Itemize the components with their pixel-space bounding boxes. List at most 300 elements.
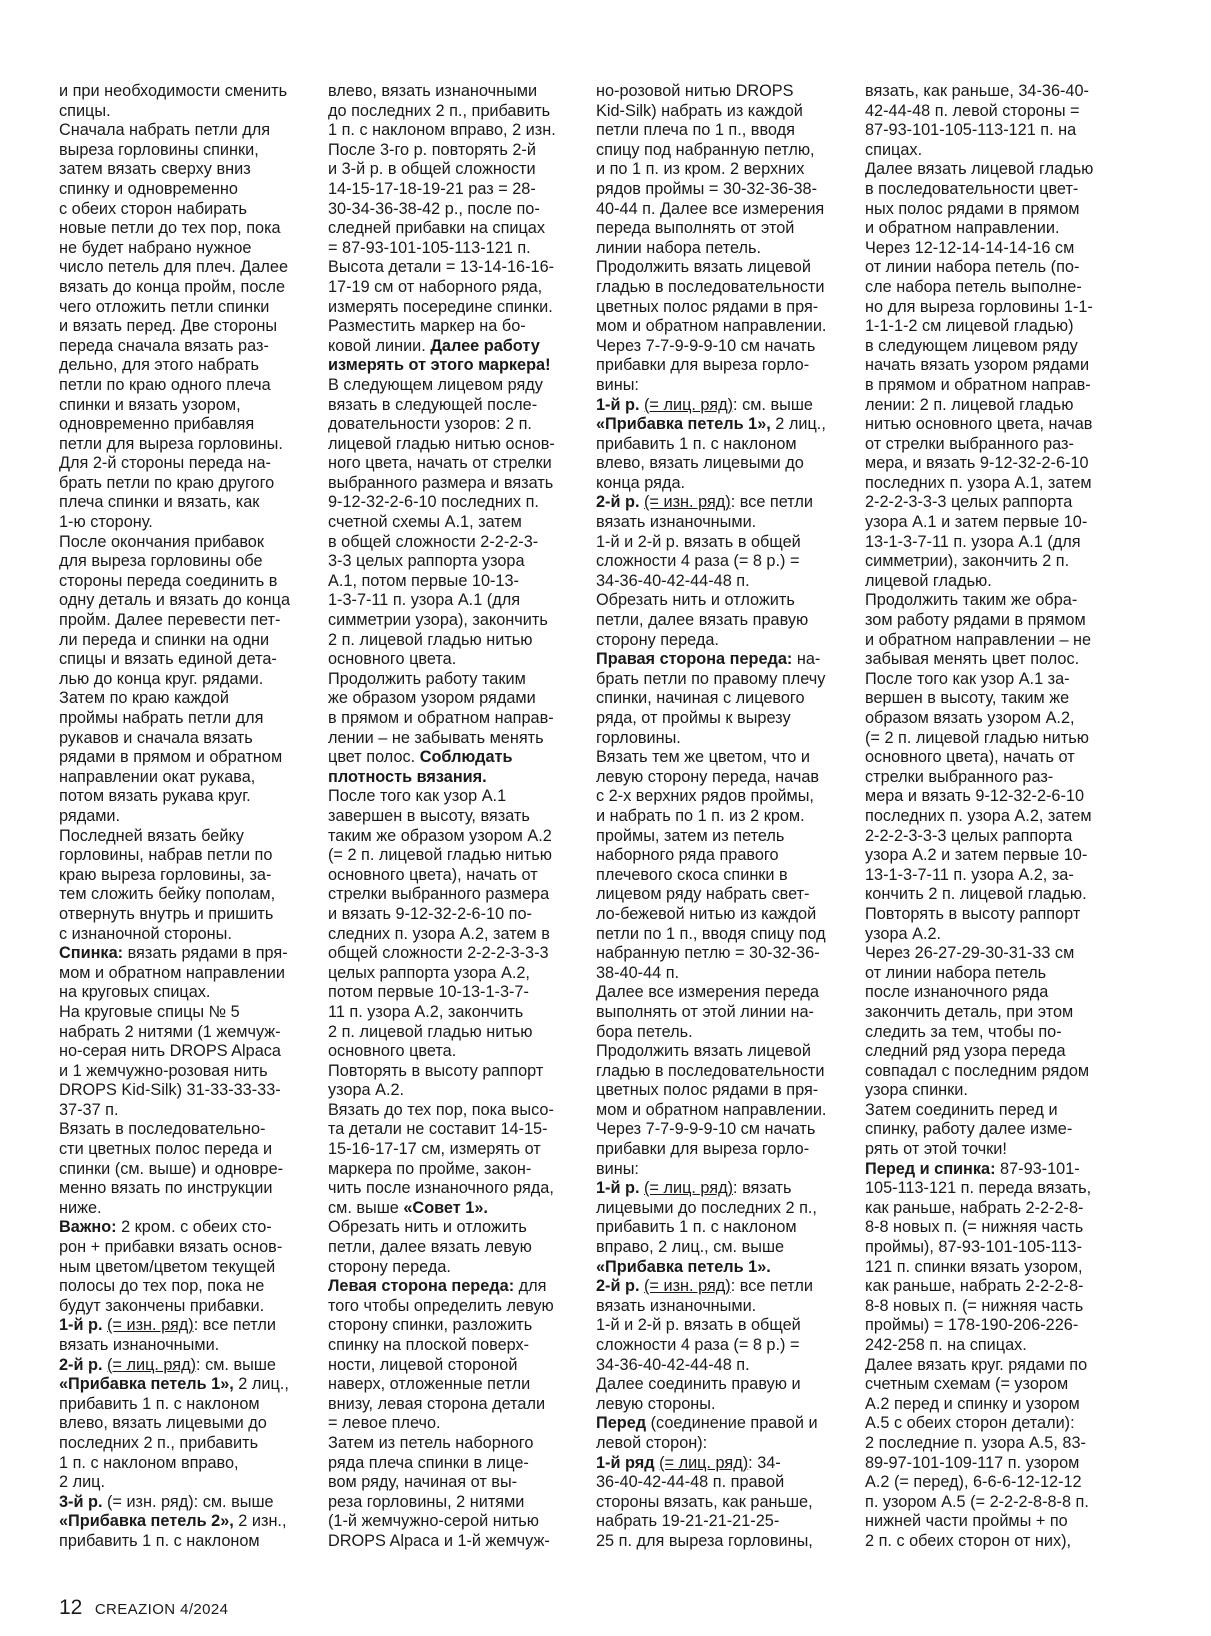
text-line: внизу, левая сторона детали [328, 1394, 546, 1413]
text-line: 2-й р. (= изн. ряд): все петли [596, 1277, 813, 1296]
bold-run: 1-й р. [59, 1316, 103, 1335]
text-line: Через 12-12-14-14-14-16 см [865, 238, 1075, 257]
text-line: 13-1-3-7-11 п. узора А.2, за- [865, 865, 1074, 884]
text-line: следней прибавки на спицах [328, 219, 546, 238]
page-footer [59, 1596, 228, 1620]
text-line: спинки (см. выше) и одновре- [59, 1159, 284, 1178]
text-line: петли по краю одного плеча [59, 375, 271, 394]
text-line: и 1 жемчужно-розовая нить [59, 1061, 268, 1080]
text-line: та детали не составит 14-15- [328, 1120, 548, 1139]
text-line: 89-97-101-109-117 п. узором [865, 1453, 1080, 1472]
text-line: и обратном направлении – не [865, 630, 1092, 649]
text-line: одну деталь и вязать до конца [59, 591, 291, 610]
text-line: краю выреза горловины, за- [59, 865, 272, 884]
text-line: проймы) = 178-190-206-226- [865, 1316, 1079, 1335]
text-line: 36-40-42-44-48 п. правой [596, 1473, 785, 1492]
bold-run: Далее работу [430, 336, 540, 355]
text-line: наверх, отложенные петли [328, 1375, 531, 1394]
text-line: цвет полос. Соблюдать [328, 748, 513, 767]
text-line: будут закончены прибавки. [59, 1296, 265, 1315]
text-line: 9-12-32-2-6-10 последних п. [328, 493, 539, 512]
text-line: 2-2-2-3-3-3 целых раппорта [865, 493, 1073, 512]
text-line: от линии набора петель (по- [865, 258, 1080, 277]
text-line: и 3-й р. в общей сложности [328, 160, 536, 179]
text-line: и при необходимости сменить [59, 82, 288, 100]
text-line: мера, и вязать 9-12-32-2-6-10 [865, 454, 1089, 473]
text-line: вязать, как раньше, 34-36-40- [865, 82, 1089, 100]
text-line: тем сложить бейку пополам, [59, 885, 276, 904]
text-line: последних п. узора А.2, затем [865, 806, 1092, 825]
magazine-issue: CREAZION 4/2024 [94, 1601, 229, 1618]
text-line: Повторять в высоту раппорт [865, 904, 1081, 923]
text-line: но-розовой нитью DROPS [596, 82, 794, 100]
text-line: 1-1-1-2 см лицевой гладью) [865, 317, 1074, 336]
text-line: 14-15-17-18-19-21 раз = 28- [328, 179, 536, 198]
text-line: левую сторону переда, начав [596, 767, 820, 786]
text-line: вины: [596, 375, 639, 394]
text-line: таким же образом узором А.2 [328, 826, 552, 845]
text-line: 34-36-40-42-44-48 п. [596, 1355, 750, 1374]
text-line: 34-36-40-42-44-48 п. [596, 571, 750, 590]
text-line: рять от этой точки! [865, 1140, 1007, 1159]
text-line: спицы и вязать единой дета- [59, 650, 277, 669]
text-line: сторону переда. [596, 630, 719, 649]
text-line: и набрать по 1 п. из 2 кром. [596, 806, 805, 825]
text-line: закончить деталь, при этом [865, 1002, 1074, 1021]
text-line: сложности 4 раза (= 8 р.) = [596, 552, 800, 571]
text-line: конца ряда. [596, 473, 686, 492]
text-line: DROPS Alpaca и 1-й жемчуж- [328, 1531, 550, 1550]
text-line: после изнаночного ряда [865, 983, 1049, 1002]
text-line: см. выше «Совет 1». [328, 1198, 488, 1217]
text-line: гладью в последовательности [596, 277, 825, 296]
text-line: Перед и спинка: 87-93-101- [865, 1159, 1080, 1178]
text-line: 15-16-17-17 см, измерять от [328, 1140, 541, 1159]
text-column-2 [328, 82, 590, 1552]
text-line: от стрелки выбранного раз- [865, 434, 1074, 453]
text-line: прибавить 1 п. с наклоном [59, 1531, 260, 1550]
text-line: того чтобы определить левую [328, 1296, 554, 1315]
bold-run: Перед и спинка: [865, 1159, 996, 1178]
text-line: линии набора петель. [596, 238, 761, 257]
text-line: Обрезать нить и отложить [596, 591, 795, 610]
text-line: с изнаночной стороны. [59, 924, 232, 943]
text-line: но для выреза горловины 1-1- [865, 297, 1093, 316]
text-line: 2 лиц. [59, 1473, 106, 1492]
text-line: 38-40-44 п. [596, 963, 680, 982]
text-line: счетной схемы А.1, затем [328, 513, 522, 532]
text-line: Вязать до тех пор, пока высо- [328, 1100, 554, 1119]
text-line: узора А.2. [865, 924, 942, 943]
text-line: набрать 2 нитями (1 жемчуж- [59, 1022, 281, 1041]
text-line: узора А.2 и затем первые 10- [865, 846, 1088, 865]
text-line: 87-93-101-105-113-121 п. на [865, 121, 1077, 140]
text-line: не будет набрано нужное [59, 238, 252, 257]
bold-run: 2-й р. [596, 1277, 640, 1296]
text-line: 242-258 п. на спицах. [865, 1336, 1027, 1354]
text-line: рядами в прямом и обратном [59, 748, 283, 767]
text-line: Затем по краю каждой [59, 689, 230, 708]
text-line: основного цвета. [328, 650, 457, 669]
text-line: цветных полос рядами в пря- [596, 1081, 819, 1100]
text-line: следний ряд узора переда [865, 1042, 1066, 1061]
text-line: в общей сложности 2-2-2-3- [328, 532, 539, 551]
text-line: Левая сторона переда: для [328, 1277, 547, 1296]
text-line: вины: [596, 1159, 639, 1178]
bold-run: «Прибавка петель 2», [59, 1512, 234, 1531]
text-line: спицах. [865, 140, 923, 159]
text-line: Высота детали = 13-14-16-16- [328, 258, 555, 277]
text-line: затем вязать сверху вниз [59, 160, 251, 179]
text-line: 8-8 новых п. (= нижняя часть [865, 1218, 1084, 1237]
text-line: 37-37 п. [59, 1100, 119, 1119]
text-line: Через 26-27-29-30-31-33 см [865, 944, 1075, 963]
text-line: лении – не забывать менять [328, 728, 544, 747]
text-line: Далее вязать круг. рядами по [865, 1355, 1088, 1374]
text-line: ных полос рядами в прямом [865, 199, 1080, 218]
text-line: брать петли по правому плечу [596, 669, 826, 688]
text-line: лью до конца круг. рядами. [59, 669, 264, 688]
text-line: лении: 2 п. лицевой гладью [865, 395, 1074, 414]
text-line: спинки и вязать узором, [59, 395, 241, 414]
text-line: влево, вязать лицевыми до [59, 1414, 267, 1433]
text-line: 2-й р. (= лиц. ряд): см. выше [59, 1355, 276, 1374]
text-line: (= 2 п. лицевой гладью нитью [865, 728, 1089, 747]
text-line: п. узором А.5 (= 2-2-2-8-8-8 п. [865, 1492, 1089, 1511]
text-line: выбранного размера и вязать [328, 473, 554, 492]
text-line: «Прибавка петель 2», 2 изн., [59, 1512, 287, 1531]
text-line: Правая сторона переда: на- [596, 650, 821, 669]
text-line: 40-44 п. Далее все измерения [596, 199, 825, 218]
text-line: новые петли до тех пор, пока [59, 219, 281, 238]
text-line: на круговых спицах. [59, 983, 211, 1002]
underlined-run: (= лиц. ряд) [659, 1453, 749, 1472]
text-line: 2-й р. (= изн. ряд): все петли [596, 493, 813, 512]
text-line: потом первые 10-13-1-3-7- [328, 983, 529, 1002]
text-line: лицевом ряду набрать свет- [596, 885, 810, 904]
text-line: Вязать в последовательно- [59, 1120, 266, 1139]
text-line: последних п. узора А.1, затем [865, 473, 1092, 492]
text-line: плечевого скоса спинки в [596, 865, 788, 884]
page-number: 12 [59, 1596, 83, 1619]
text-line: После того как узор А.1 за- [865, 669, 1070, 688]
text-line: А.5 с обеих сторон детали): [865, 1414, 1075, 1433]
bold-run: плотность вязания. [328, 767, 487, 786]
text-line: петли, далее вязать левую [328, 1238, 532, 1257]
text-line: сти цветных полос переда и [59, 1140, 273, 1159]
text-line: чего отложить петли спинки [59, 297, 270, 316]
bold-run: Спинка: [59, 944, 124, 963]
text-line: дельно, для этого набрать [59, 356, 259, 375]
text-line: как раньше, набрать 2-2-2-8- [865, 1277, 1084, 1296]
bold-run: Важно: [59, 1218, 117, 1237]
text-line: рядами. [59, 806, 121, 825]
text-line: совпадал с последним рядом [865, 1061, 1090, 1080]
text-line: = левое плечо. [328, 1414, 441, 1433]
text-line: 3-3 целых раппорта узора [328, 552, 525, 571]
text-line: «Прибавка петель 1», 2 лиц., [59, 1375, 289, 1394]
text-line: спицы. [59, 101, 111, 120]
text-line: 1-ю сторону. [59, 513, 153, 532]
text-line: нижней части проймы + по [865, 1512, 1068, 1531]
underlined-run: (= изн. ряд) [107, 1316, 194, 1335]
text-line: А.2 перед и спинку и узором [865, 1394, 1080, 1413]
text-column-3 [596, 82, 858, 1552]
text-line: Спинка: вязать рядами в пря- [59, 944, 288, 963]
text-line: мера и вязать 9-12-32-2-6-10 [865, 787, 1085, 806]
text-line: довательности узоров: 2 п. [328, 415, 532, 434]
text-line: сле набора петель выполне- [865, 277, 1082, 296]
text-line: основного цвета), начать от [328, 865, 538, 884]
text-line: спицу под набранную петлю, [596, 140, 815, 159]
text-line: 1-3-7-11 п. узора А.1 (для [328, 591, 521, 610]
text-line: узора А.1 и затем первые 10- [865, 513, 1088, 532]
text-line: чить после изнаночного ряда, [328, 1179, 554, 1198]
text-line: ности, лицевой стороной [328, 1355, 518, 1374]
text-line: Перед (соединение правой и [596, 1414, 818, 1433]
text-line: прибавить 1 п. с наклоном [596, 434, 797, 453]
text-line: симметрии), закончить 2 п. [865, 552, 1070, 571]
bold-run: 2-й р. [596, 493, 640, 512]
text-line: Затем из петель наборного [328, 1433, 534, 1452]
text-line: счетным схемам (= узором [865, 1375, 1069, 1394]
text-line: ковой линии. Далее работу [328, 336, 540, 355]
text-column-1 [59, 82, 321, 1552]
underlined-run: (= изн. ряд) [644, 493, 731, 512]
text-line: завершен в высоту, вязать [328, 806, 530, 825]
text-line: 2-2-2-3-3-3 целых раппорта [865, 826, 1073, 845]
text-line: число петель для плеч. Далее [59, 258, 288, 277]
text-line: основного цвета. [328, 1042, 457, 1061]
text-line: А.2 (= перед), 6-6-6-12-12-12 [865, 1473, 1082, 1492]
text-line: вязать в следующей после- [328, 395, 538, 414]
text-line: В следующем лицевом ряду [328, 375, 543, 394]
text-line: кончить 2 п. лицевой гладью. [865, 885, 1087, 904]
text-line: 1-й и 2-й р. вязать в общей [596, 1316, 801, 1335]
text-line: проймы набрать петли для [59, 709, 264, 727]
text-line: Далее все измерения переда [596, 983, 819, 1002]
text-line: следить за тем, чтобы по- [865, 1022, 1062, 1041]
text-line: 1-й и 2-й р. вязать в общей [596, 532, 801, 551]
text-line: рядов проймы = 30-32-36-38- [596, 179, 818, 198]
text-line: Затем соединить перед и [865, 1100, 1058, 1119]
text-line: вом ряду, начиная от вы- [328, 1473, 518, 1492]
text-line: горловины. [596, 728, 681, 747]
text-line: но-серая нить DROPS Alpaca [59, 1042, 281, 1061]
text-line: Для 2-й стороны переда на- [59, 454, 271, 473]
text-line: переда выполнять от этой [596, 219, 795, 238]
text-line: На круговые спицы № 5 [59, 1002, 240, 1021]
text-line: последних 2 п., прибавить [59, 1433, 259, 1452]
text-line: 2 п. лицевой гладью нитью [328, 630, 533, 649]
text-line: 17-19 см от наборного ряда, [328, 277, 543, 296]
text-line: с 2-х верхних рядов проймы, [596, 787, 814, 806]
text-line: левую стороны. [596, 1394, 716, 1413]
text-line: прибавить 1 п. с наклоном [596, 1218, 797, 1237]
bold-run: 3-й р. [59, 1492, 103, 1511]
text-line: узора А.2. [328, 1081, 405, 1100]
text-line: лицевой гладью нитью основ- [328, 434, 555, 453]
bold-run: 1-й ряд [596, 1453, 655, 1472]
text-line: влево, вязать изнаночными [328, 82, 538, 100]
text-line: 8-8 новых п. (= нижняя часть [865, 1296, 1084, 1315]
text-line: гладью в последовательности [596, 1061, 825, 1080]
text-line: как раньше, набрать 2-2-2-8- [865, 1198, 1084, 1217]
text-line: 1 п. с наклоном вправо, [59, 1453, 239, 1472]
text-line: После 3-го р. повторять 2-й [328, 140, 536, 159]
text-line: прибавить 1 п. с наклоном [59, 1394, 260, 1413]
text-line: стороны переда соединить в [59, 571, 278, 590]
text-line: 3-й р. (= изн. ряд): см. выше [59, 1492, 274, 1511]
text-line: спинку на плоской поверх- [328, 1336, 530, 1354]
text-line: и по 1 п. из кром. 2 верхних [596, 160, 805, 179]
text-line: симметрии узора), закончить [328, 611, 548, 630]
text-line: измерять посередине спинки. [328, 297, 553, 316]
text-line: вправо, 2 лиц., см. выше [596, 1238, 785, 1257]
text-line: = 87-93-101-105-113-121 п. [328, 238, 531, 257]
text-line: и обратном направлении. [865, 219, 1060, 238]
bold-run: 1-й р. [596, 395, 640, 414]
text-line: от линии набора петель [865, 963, 1047, 982]
text-line: полосы до тех пор, пока не [59, 1277, 265, 1296]
text-line: 1-й ряд (= лиц. ряд): 34- [596, 1453, 781, 1472]
text-line: образом вязать узором А.2, [865, 709, 1075, 727]
text-line: Продолжить работу таким [328, 669, 526, 688]
text-line: вершен в высоту, таким же [865, 689, 1070, 708]
bold-run: «Прибавка петель 1», [596, 415, 771, 434]
text-line: 2 п. с обеих сторон от них), [865, 1531, 1072, 1550]
text-line: прибавки для выреза горло- [596, 356, 810, 375]
text-line: левой сторон): [596, 1433, 708, 1452]
text-line: переда сначала вязать раз- [59, 336, 269, 355]
text-line: с обеих сторон набирать [59, 199, 247, 218]
text-line: рон + прибавки вязать основ- [59, 1238, 283, 1257]
text-line: Продолжить вязать лицевой [596, 1042, 811, 1061]
text-line: Продолжить вязать лицевой [596, 258, 811, 277]
text-line: цветных полос рядами в пря- [596, 297, 819, 316]
bold-run: «Совет 1». [403, 1198, 488, 1217]
text-line: в последовательности цвет- [865, 179, 1079, 198]
text-line: 1-й р. (= лиц. ряд): см. выше [596, 395, 813, 414]
text-line: петли для выреза горловины. [59, 434, 283, 453]
text-line: вязать изнаночными. [596, 1296, 757, 1315]
text-line: лицевой гладью. [865, 571, 992, 590]
text-line: горловины, набрав петли по [59, 846, 273, 865]
text-line [328, 356, 590, 376]
text-line: 2 последние п. узора А.5, 83- [865, 1433, 1086, 1452]
text-line: мом и обратном направлении. [596, 317, 827, 336]
text-line: Последней вязать бейку [59, 826, 244, 845]
bold-run: 1-й р. [596, 1179, 640, 1198]
text-line: менно вязать по инструкции [59, 1179, 273, 1198]
text-line: реза горловины, 2 нитями [328, 1492, 525, 1511]
bold-run: Перед [596, 1414, 647, 1433]
text-line: и вязать перед. Две стороны [59, 317, 278, 336]
text-line: Kid-Silk) набрать из каждой [596, 101, 803, 120]
bold-run: Правая сторона переда: [596, 650, 793, 669]
text-line: стрелки выбранного размера [328, 885, 550, 904]
text-line: в прямом и обратном направ- [865, 375, 1091, 394]
text-line: пройм. Далее перевести пет- [59, 611, 281, 630]
text-line: 2 п. лицевой гладью нитью [328, 1022, 533, 1041]
text-line: Важно: 2 кром. с обеих сто- [59, 1218, 272, 1237]
text-line: После того как узор А.1 [328, 787, 507, 806]
text-line: направлении окат рукава, [59, 767, 256, 786]
text-line: отвернуть внутрь и пришить [59, 904, 274, 923]
text-line: проймы, затем из петель [596, 826, 785, 845]
text-line: набранную петлю = 30-32-36- [596, 944, 820, 963]
text-line: 25 п. для выреза горловины, [596, 1531, 813, 1550]
text-line: Сначала набрать петли для [59, 121, 271, 140]
underlined-run: (= лиц. ряд) [644, 1179, 734, 1198]
text-line: Далее соединить правую и [596, 1375, 801, 1394]
text-line: брать петли по краю другого [59, 473, 275, 492]
text-line: вязать до конца пройм, после [59, 277, 286, 296]
text-line: 1 п. с наклоном вправо, 2 изн. [328, 121, 556, 140]
text-line: до последних 2 п., прибавить [328, 101, 551, 120]
text-line: сторону спинки, разложить [328, 1316, 533, 1335]
bold-run: измерять от этого маркера! [328, 356, 551, 375]
text-line: же образом узором рядами [328, 689, 536, 708]
bold-run: Соблюдать [419, 748, 513, 767]
text-line: ниже. [59, 1198, 102, 1217]
text-line: ряда плеча спинки в лице- [328, 1453, 529, 1472]
text-column-4 [865, 82, 1127, 1552]
text-line: проймы), 87-93-101-105-113- [865, 1238, 1082, 1257]
text-line: Через 7-7-9-9-9-10 см начать [596, 336, 816, 355]
text-line: петли плеча по 1 п., вводя [596, 121, 795, 140]
text-line: мом и обратном направлении. [596, 1100, 827, 1119]
text-line: петли по 1 п., вводя спицу под [596, 924, 826, 943]
text-line: маркера по пройме, закон- [328, 1159, 532, 1178]
text-line: спинки, начиная с лицевого [596, 689, 805, 708]
text-line: 30-34-36-38-42 р., после по- [328, 199, 540, 218]
text-line: влево, вязать лицевыми до [596, 454, 804, 473]
text-line: в следующем лицевом ряду [865, 336, 1078, 355]
text-line: ным цветом/цветом текущей [59, 1257, 276, 1276]
text-line: прибавки для выреза горло- [596, 1140, 810, 1159]
text-line: выполнять от этой линии на- [596, 1002, 814, 1021]
text-line: вязать изнаночными. [596, 513, 757, 532]
text-line: 121 п. спинки вязать узором, [865, 1257, 1083, 1276]
text-line: ного цвета, начать от стрелки [328, 454, 552, 473]
text-line: и вязать 9-12-32-2-6-10 по- [328, 904, 532, 923]
text-line: плеча спинки и вязать, как [59, 493, 260, 512]
text-line: «Прибавка петель 1», 2 лиц., [596, 415, 826, 434]
text-line: общей сложности 2-2-2-3-3-3 [328, 944, 549, 963]
text-line: DROPS Kid-Silk) 31-33-33-33- [59, 1081, 281, 1100]
text-line: наборного ряда правого [596, 846, 779, 865]
text-line: сложности 4 раза (= 8 р.) = [596, 1336, 800, 1354]
text-line: лицевыми до последних 2 п., [596, 1198, 817, 1217]
bold-run: «Прибавка петель 1», [59, 1375, 234, 1394]
text-line: Обрезать нить и отложить [328, 1218, 527, 1237]
text-line: Далее вязать лицевой гладью [865, 160, 1094, 179]
text-line: спинку и одновременно [59, 179, 238, 198]
text-line: стороны вязать, как раньше, [596, 1492, 813, 1511]
text-line: (1-й жемчужно-серой нитью [328, 1512, 539, 1531]
text-line: мом и обратном направлении [59, 963, 285, 982]
text-line [328, 768, 590, 788]
text-line: Продолжить таким же обра- [865, 591, 1078, 610]
text-line: нитью основного цвета, начав [865, 415, 1093, 434]
text-line: забывая менять цвет полос. [865, 650, 1080, 669]
text-line: (= 2 п. лицевой гладью нитью [328, 846, 552, 865]
text-line: ло-бежевой нитью из каждой [596, 904, 817, 923]
text-line: набрать 19-21-21-21-25- [596, 1512, 780, 1531]
text-line: Разместить маркер на бо- [328, 317, 526, 336]
text-line: целых раппорта узора А.2, [328, 963, 530, 982]
